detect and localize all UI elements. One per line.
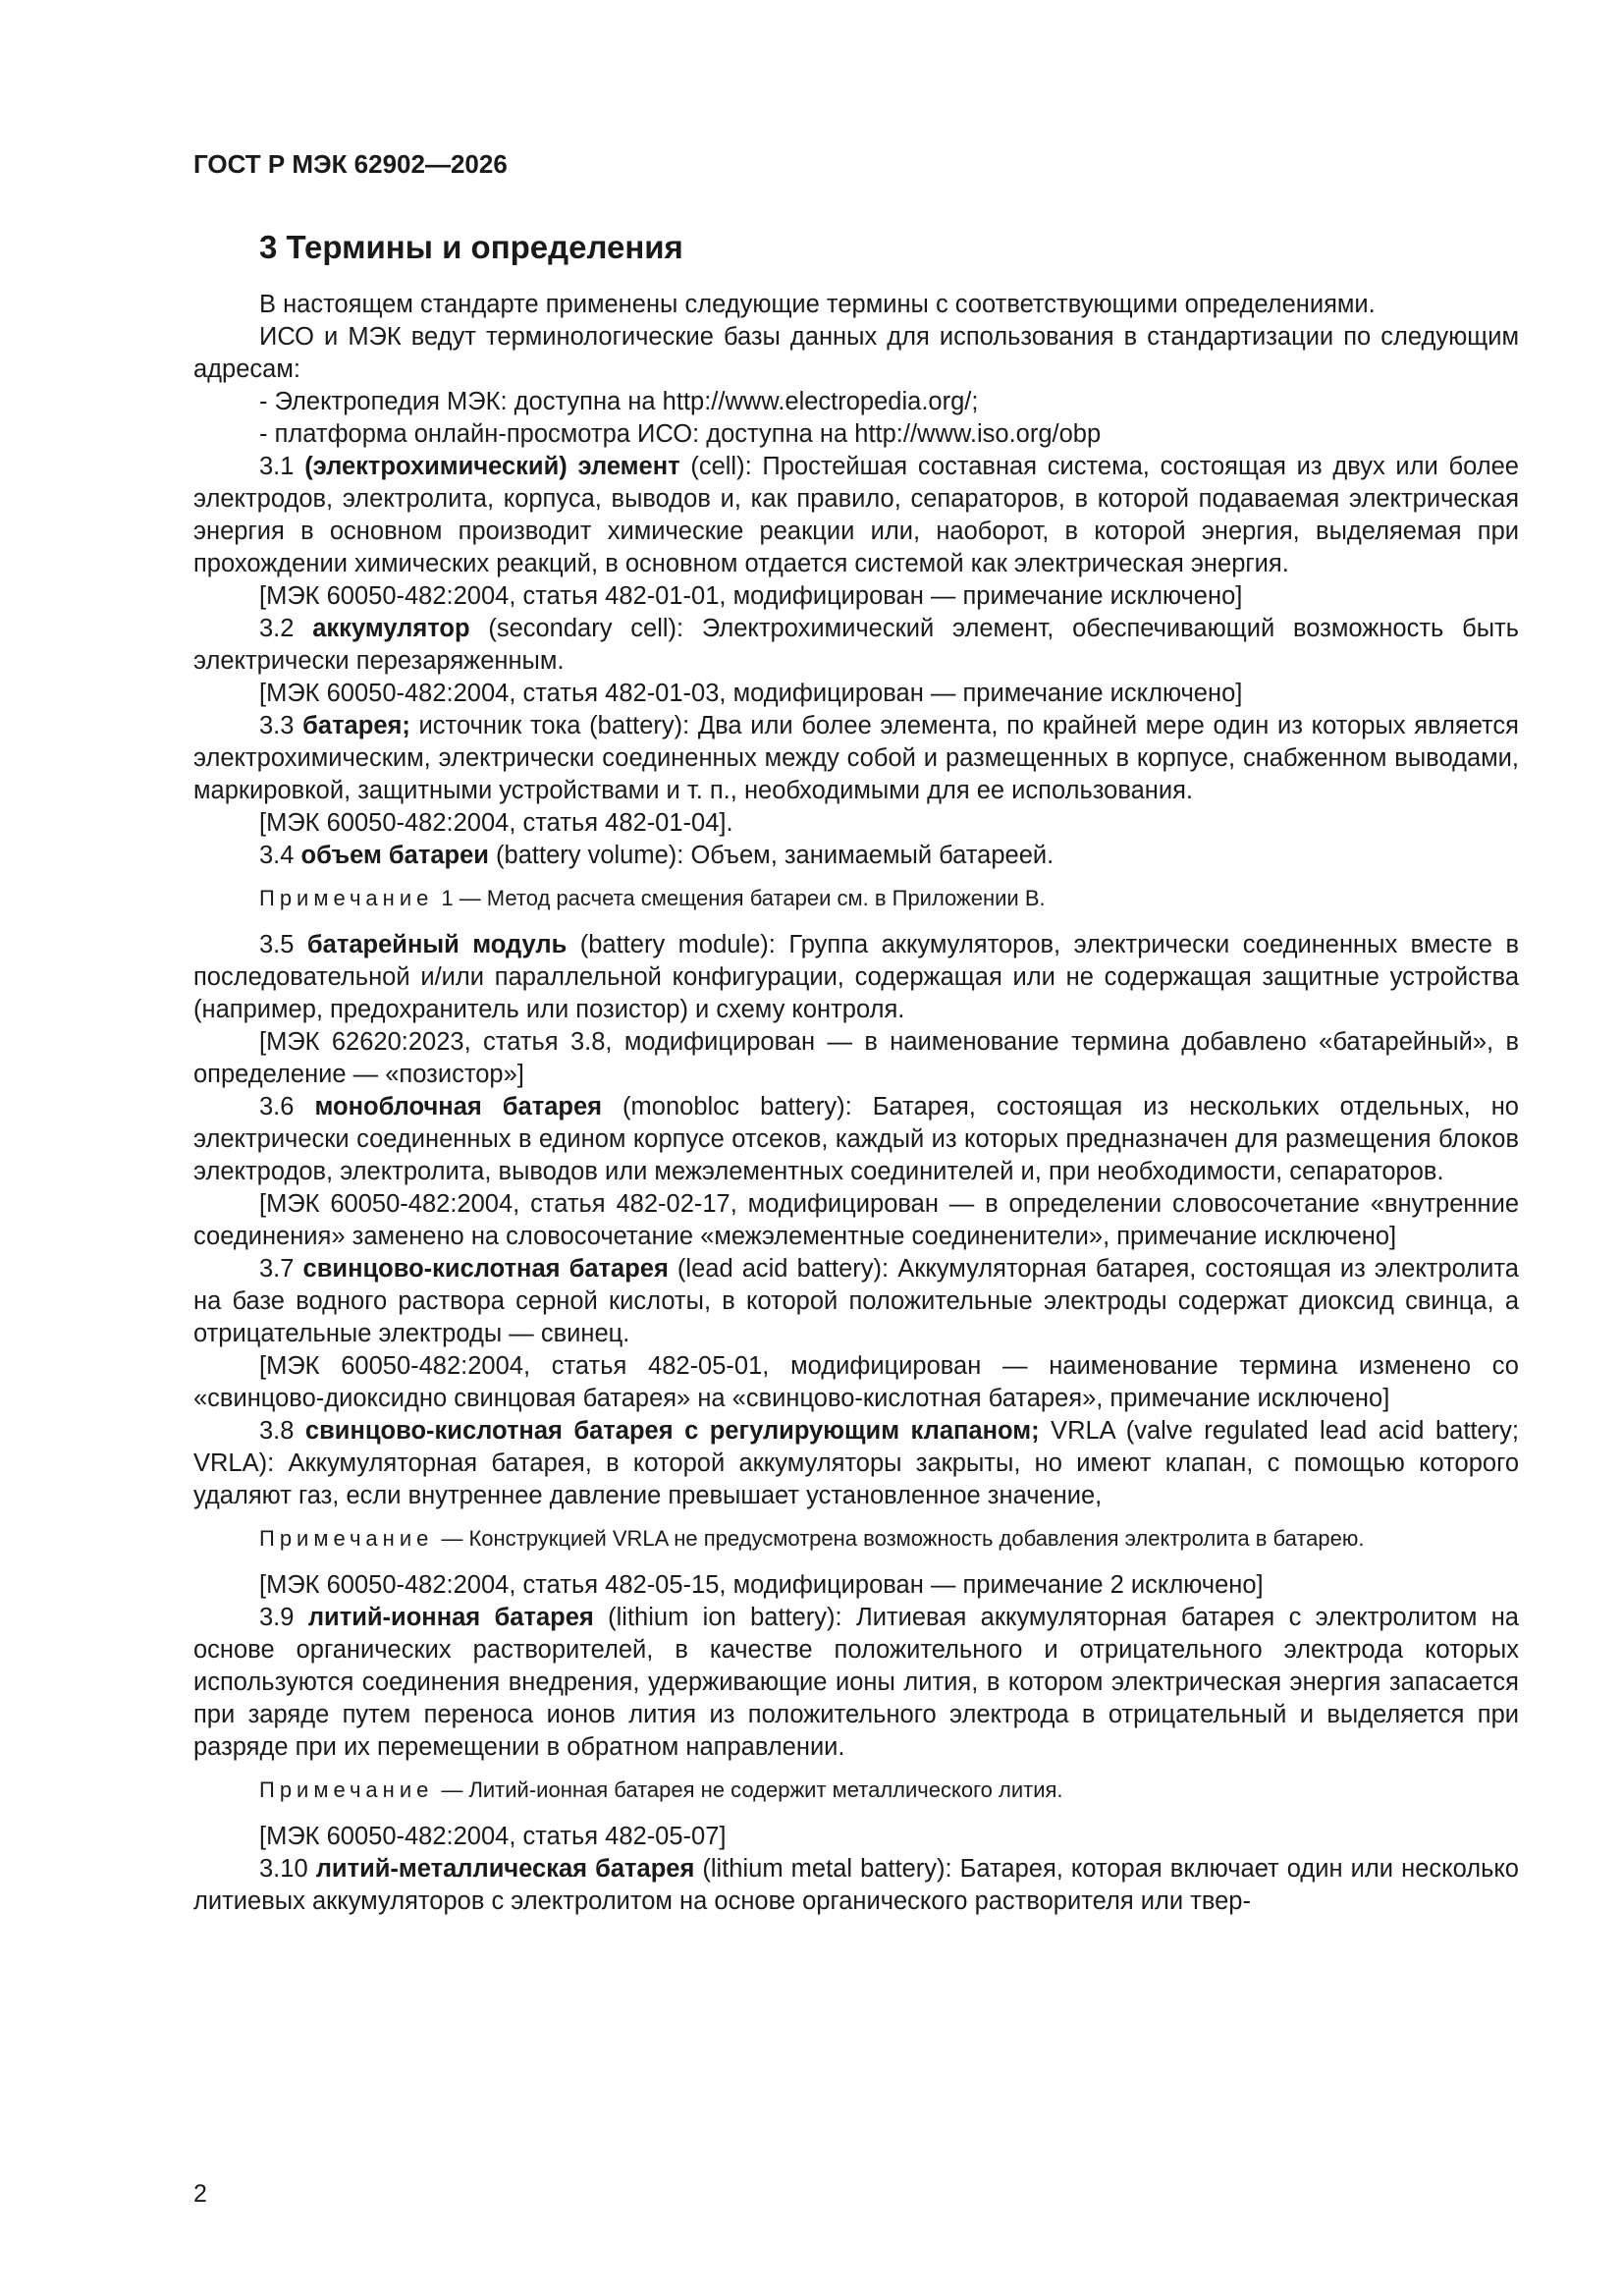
- term-source: [МЭК 60050-482:2004, статья 482-05-01, модифицирован — наименование термина изменено со «свинцово-диоксидно свинцовая батарея» на «свинцово-кислотная батарея», примечание исключено]: [193, 1352, 1519, 1412]
- term-entry: [193, 840, 1519, 872]
- term-source: [МЭК 60050-482:2004, статья 482-05-15, модифицирован — примечание 2 исключено]: [259, 1571, 1264, 1599]
- note: [259, 1776, 1519, 1805]
- term-entry: [193, 613, 1519, 678]
- term-name: батарея;: [302, 712, 410, 739]
- term-definition: (lead acid battery): Аккумуляторная батарея, состоящая из электролита на базе водного раствора серной кислоты, в которой положительные электроды содержат диоксид свинца, а отрицательные электроды — свинец.: [193, 1255, 1519, 1347]
- note-text: — Литий-ионная батарея не содержит металлического лития.: [441, 1777, 1063, 1802]
- term-name: аккумулятор: [312, 615, 470, 642]
- term-source: [МЭК 60050-482:2004, статья 482-01-03, модифицирован — примечание исключено]: [259, 680, 1243, 707]
- term-definition: (monobloc battery): Батарея, состоящая из нескольких отдельных, но электрически соединенных в едином корпусе отсеков, каждый из которых предназначен для размещения блоков электродов, электролита, выводов или межэлементных соединителей и, при необходимости, сепараторов.: [193, 1093, 1519, 1185]
- term-number: 3.10: [259, 1855, 316, 1883]
- intro-paragraph: В настоящем стандарте применены следующие термины с соответствующими определениями.: [259, 291, 1376, 318]
- term-name: моноблочная батарея: [314, 1093, 603, 1121]
- term-number: 3.7: [259, 1255, 303, 1283]
- list-item: - платформа онлайн-просмотра ИСО: доступна на http://www.iso.org/obp: [259, 420, 1102, 448]
- term-entry: [193, 1853, 1519, 1918]
- term-definition: (lithium ion battery): Литиевая аккумуляторная батарея с электролитом на основе органических растворителей, в качестве положительного и отрицательного электрода которых используются соединения внедрения, удерживающие ионы лития, в котором электрическая энергия запасается при заряде путем переноса ионов лития из положительного электрода в отрицательный и выделяется при разряде при их перемещении в обратном направлении.: [193, 1604, 1519, 1761]
- term-definition: (cell): Простейшая составная система, состоящая из двух или более электродов, электролита, корпуса, выводов и, как правило, сепараторов, в которой подаваемая электрическая энергия в основном производит химические реакции или, наоборот, в которой энергия, выделяемая при прохождении химических реакций, в основном отдается системой как электрическая энергия.: [193, 453, 1519, 577]
- term-entry: [193, 1091, 1519, 1188]
- term-number: 3.8: [259, 1417, 305, 1445]
- term-entry: [193, 1602, 1519, 1764]
- term-name: свинцово-кислотная батарея с регулирующим клапаном;: [304, 1417, 1040, 1445]
- term-definition: источник тока (battery): Два или более элемента, по крайней мере один из которых является электрохимическим, электрически соединенных между собой и размещенных в корпусе, снабженном выводами, маркировкой, защитными устройствами и т. п., необходимыми для ее использования.: [193, 712, 1519, 804]
- section-title: 3 Термины и определения: [259, 229, 683, 265]
- list-item: - Электропедия МЭК: доступна на http://www.electropedia.org/;: [259, 388, 979, 415]
- term-source: [МЭК 62620:2023, статья 3.8, модифицирован — в наименование термина добавлено «батарейный», в определение — «позистор»]: [193, 1028, 1519, 1088]
- term-number: 3.2: [259, 615, 313, 642]
- term-name: свинцово-кислотная батарея: [302, 1255, 669, 1283]
- note-label: Примечание: [259, 1777, 434, 1802]
- term-definition: (battery module): Группа аккумуляторов, электрически соединенных вместе в последовательной и/или параллельной конфигурации, содержащая или не содержащая защитные устройства (например, предохранитель или позистор) и схему контроля.: [193, 931, 1519, 1023]
- content: [193, 228, 1519, 1918]
- term-definition: (lithium metal battery): Батарея, которая включает один или несколько литиевых аккумуляторов с электролитом на основе органического растворителя или твер-: [193, 1855, 1519, 1915]
- term-number: 3.5: [259, 931, 307, 958]
- term-source: [МЭК 60050-482:2004, статья 482-01-01, модифицирован — примечание исключено]: [259, 582, 1243, 610]
- page-number: 2: [193, 2180, 207, 2208]
- term-number: 3.6: [259, 1093, 315, 1121]
- standard-code: ГОСТ Р МЭК 62902—2026: [193, 149, 508, 179]
- term-definition: (battery volume): Объем, занимаемый батареей.: [488, 842, 1055, 869]
- note-text: — Конструкцией VRLA не предусмотрена возможность добавления электролита в батарею.: [441, 1526, 1365, 1551]
- note-label: Примечание: [259, 1526, 434, 1551]
- term-entry: [193, 710, 1519, 807]
- term-name: литий-металлическая батарея: [315, 1855, 695, 1883]
- term-name: (электрохимический) элемент: [304, 453, 680, 480]
- note-label: Примечание: [259, 886, 434, 910]
- note: [259, 1524, 1519, 1554]
- term-source: [МЭК 60050-482:2004, статья 482-01-04].: [259, 809, 733, 837]
- intro-paragraph: ИСО и МЭК ведут терминологические базы данных для использования в стандартизации по следующим адресам:: [193, 323, 1519, 383]
- term-number: 3.1: [259, 453, 305, 480]
- note: [259, 884, 1519, 913]
- term-name: батарейный модуль: [306, 931, 568, 958]
- term-source: [МЭК 60050-482:2004, статья 482-05-07]: [259, 1823, 727, 1850]
- term-name: литий-ионная батарея: [307, 1604, 594, 1631]
- term-name: объем батареи: [300, 842, 489, 869]
- term-entry: [193, 929, 1519, 1026]
- term-definition: (secondary cell): Электрохимический элемент, обеспечивающий возможность быть электрически перезаряженным.: [193, 615, 1519, 675]
- term-number: 3.3: [259, 712, 303, 739]
- term-entry: [193, 1253, 1519, 1350]
- term-source: [МЭК 60050-482:2004, статья 482-02-17, модифицирован — в определении словосочетание «внутренние соединения» заменено на словосочетание «межэлементные соединенители», примечание исключено]: [193, 1190, 1519, 1250]
- term-entry: [193, 451, 1519, 580]
- note-text: 1 — Метод расчета смещения батареи см. в Приложении В.: [441, 886, 1046, 910]
- term-entry: [193, 1415, 1519, 1512]
- term-number: 3.9: [259, 1604, 308, 1631]
- term-number: 3.4: [259, 842, 301, 869]
- term-definition: VRLA (valve regulated lead acid battery; VRLA): Аккумуляторная батарея, в которой аккумуляторы закрыты, но имеют клапан, с помощью которого удаляют газ, если внутреннее давление превышает установленное значение,: [193, 1417, 1519, 1509]
